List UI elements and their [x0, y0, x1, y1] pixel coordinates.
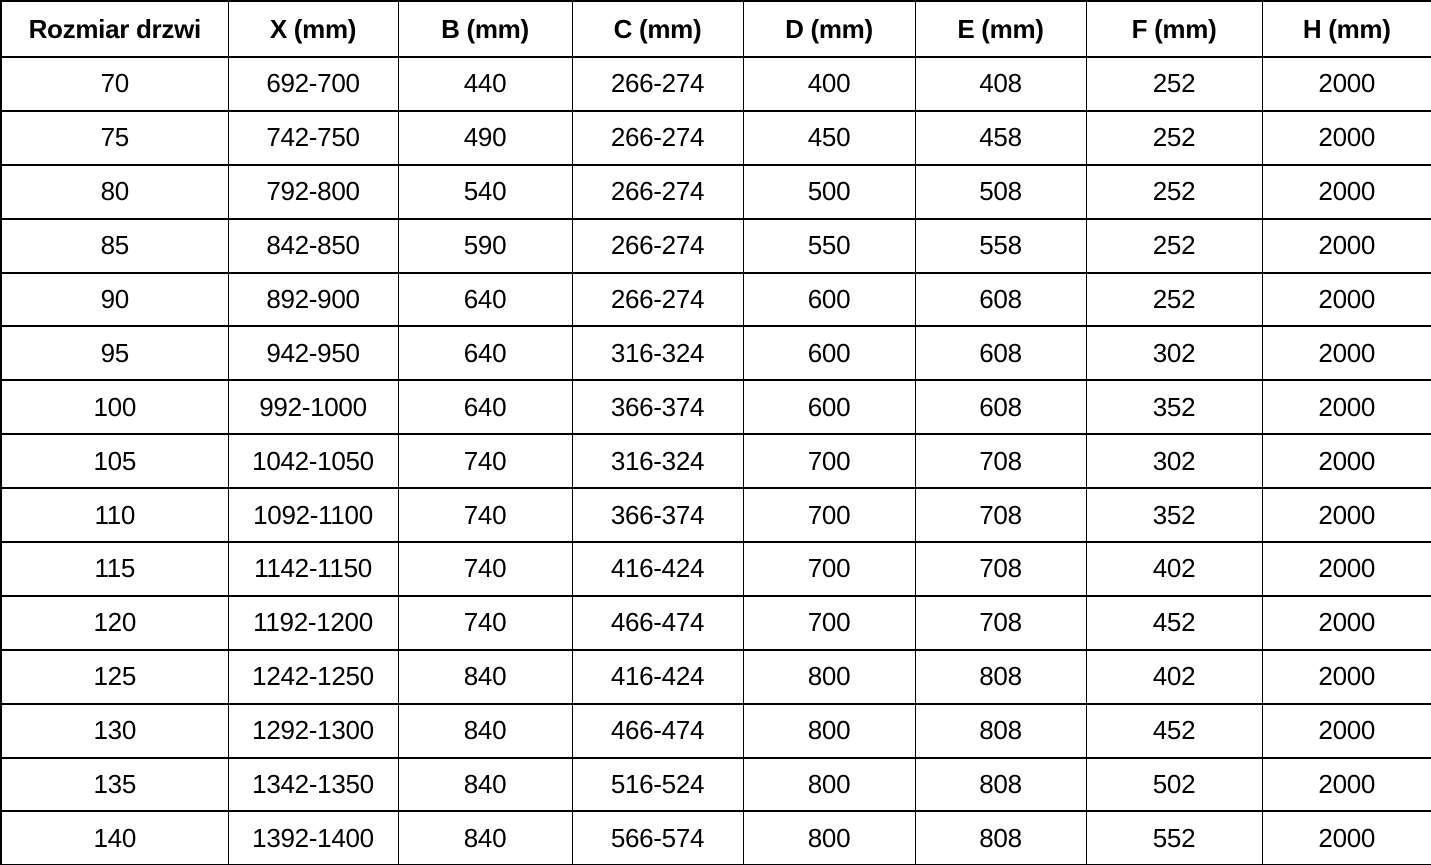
- cell-b: 540: [398, 165, 572, 219]
- cell-b: 840: [398, 811, 572, 865]
- column-header-e: E (mm): [915, 1, 1086, 57]
- cell-c: 466-474: [572, 596, 743, 650]
- cell-b: 840: [398, 758, 572, 812]
- cell-c: 266-274: [572, 219, 743, 273]
- cell-x: 1042-1050: [228, 434, 398, 488]
- cell-e: 708: [915, 488, 1086, 542]
- cell-rozmiar-drzwi: 100: [1, 380, 228, 434]
- cell-c: 416-424: [572, 650, 743, 704]
- cell-e: 458: [915, 111, 1086, 165]
- cell-f: 252: [1086, 219, 1262, 273]
- cell-rozmiar-drzwi: 75: [1, 111, 228, 165]
- cell-d: 550: [743, 219, 915, 273]
- cell-e: 408: [915, 57, 1086, 111]
- cell-f: 352: [1086, 380, 1262, 434]
- cell-c: 266-274: [572, 273, 743, 327]
- cell-rozmiar-drzwi: 105: [1, 434, 228, 488]
- cell-h: 2000: [1262, 650, 1431, 704]
- cell-d: 600: [743, 273, 915, 327]
- column-header-h: H (mm): [1262, 1, 1431, 57]
- cell-rozmiar-drzwi: 80: [1, 165, 228, 219]
- cell-f: 252: [1086, 57, 1262, 111]
- cell-b: 440: [398, 57, 572, 111]
- cell-d: 400: [743, 57, 915, 111]
- cell-rozmiar-drzwi: 70: [1, 57, 228, 111]
- cell-c: 316-324: [572, 326, 743, 380]
- column-header-x: X (mm): [228, 1, 398, 57]
- cell-b: 590: [398, 219, 572, 273]
- cell-f: 452: [1086, 704, 1262, 758]
- column-header-b: B (mm): [398, 1, 572, 57]
- cell-d: 800: [743, 704, 915, 758]
- cell-f: 302: [1086, 434, 1262, 488]
- table-row: [1, 811, 1431, 865]
- cell-rozmiar-drzwi: 135: [1, 758, 228, 812]
- cell-b: 740: [398, 542, 572, 596]
- cell-e: 608: [915, 380, 1086, 434]
- cell-c: 366-374: [572, 380, 743, 434]
- cell-c: 266-274: [572, 111, 743, 165]
- cell-h: 2000: [1262, 165, 1431, 219]
- table-row: [1, 219, 1431, 273]
- table-row: [1, 542, 1431, 596]
- cell-rozmiar-drzwi: 130: [1, 704, 228, 758]
- cell-x: 992-1000: [228, 380, 398, 434]
- column-header-d: D (mm): [743, 1, 915, 57]
- cell-b: 640: [398, 326, 572, 380]
- cell-c: 266-274: [572, 57, 743, 111]
- cell-e: 808: [915, 758, 1086, 812]
- cell-f: 452: [1086, 596, 1262, 650]
- cell-d: 800: [743, 811, 915, 865]
- table-row: [1, 488, 1431, 542]
- cell-x: 792-800: [228, 165, 398, 219]
- cell-e: 608: [915, 326, 1086, 380]
- cell-h: 2000: [1262, 704, 1431, 758]
- cell-b: 840: [398, 650, 572, 704]
- cell-rozmiar-drzwi: 115: [1, 542, 228, 596]
- cell-rozmiar-drzwi: 110: [1, 488, 228, 542]
- cell-d: 600: [743, 380, 915, 434]
- cell-h: 2000: [1262, 111, 1431, 165]
- cell-e: 608: [915, 273, 1086, 327]
- cell-h: 2000: [1262, 811, 1431, 865]
- cell-x: 692-700: [228, 57, 398, 111]
- cell-c: 416-424: [572, 542, 743, 596]
- cell-f: 402: [1086, 542, 1262, 596]
- cell-x: 1242-1250: [228, 650, 398, 704]
- cell-rozmiar-drzwi: 90: [1, 273, 228, 327]
- cell-f: 252: [1086, 165, 1262, 219]
- cell-rozmiar-drzwi: 140: [1, 811, 228, 865]
- cell-d: 700: [743, 542, 915, 596]
- cell-h: 2000: [1262, 758, 1431, 812]
- table-row: [1, 596, 1431, 650]
- cell-rozmiar-drzwi: 125: [1, 650, 228, 704]
- cell-h: 2000: [1262, 596, 1431, 650]
- table-row: [1, 758, 1431, 812]
- table-row: [1, 165, 1431, 219]
- cell-rozmiar-drzwi: 85: [1, 219, 228, 273]
- cell-c: 466-474: [572, 704, 743, 758]
- cell-f: 252: [1086, 273, 1262, 327]
- cell-b: 740: [398, 434, 572, 488]
- cell-c: 366-374: [572, 488, 743, 542]
- cell-c: 516-524: [572, 758, 743, 812]
- table-row: [1, 434, 1431, 488]
- cell-e: 708: [915, 596, 1086, 650]
- cell-d: 500: [743, 165, 915, 219]
- cell-x: 742-750: [228, 111, 398, 165]
- cell-x: 892-900: [228, 273, 398, 327]
- cell-b: 840: [398, 704, 572, 758]
- cell-f: 352: [1086, 488, 1262, 542]
- cell-x: 842-850: [228, 219, 398, 273]
- column-header-rozmiar-drzwi: Rozmiar drzwi: [1, 1, 228, 57]
- cell-d: 600: [743, 326, 915, 380]
- cell-f: 252: [1086, 111, 1262, 165]
- table-row: [1, 704, 1431, 758]
- cell-rozmiar-drzwi: 120: [1, 596, 228, 650]
- cell-h: 2000: [1262, 326, 1431, 380]
- cell-d: 800: [743, 650, 915, 704]
- cell-d: 700: [743, 434, 915, 488]
- cell-e: 508: [915, 165, 1086, 219]
- cell-e: 558: [915, 219, 1086, 273]
- cell-h: 2000: [1262, 219, 1431, 273]
- cell-b: 640: [398, 273, 572, 327]
- table-row: [1, 111, 1431, 165]
- cell-e: 808: [915, 704, 1086, 758]
- table-row: [1, 273, 1431, 327]
- table-row: [1, 650, 1431, 704]
- column-header-c: C (mm): [572, 1, 743, 57]
- cell-d: 700: [743, 596, 915, 650]
- cell-h: 2000: [1262, 488, 1431, 542]
- cell-e: 708: [915, 542, 1086, 596]
- cell-rozmiar-drzwi: 95: [1, 326, 228, 380]
- cell-b: 640: [398, 380, 572, 434]
- table-row: [1, 380, 1431, 434]
- cell-f: 302: [1086, 326, 1262, 380]
- cell-x: 942-950: [228, 326, 398, 380]
- cell-f: 502: [1086, 758, 1262, 812]
- cell-b: 740: [398, 488, 572, 542]
- table-row: [1, 326, 1431, 380]
- cell-b: 740: [398, 596, 572, 650]
- cell-e: 708: [915, 434, 1086, 488]
- cell-h: 2000: [1262, 380, 1431, 434]
- cell-c: 316-324: [572, 434, 743, 488]
- cell-x: 1342-1350: [228, 758, 398, 812]
- cell-e: 808: [915, 811, 1086, 865]
- cell-h: 2000: [1262, 542, 1431, 596]
- cell-c: 566-574: [572, 811, 743, 865]
- cell-b: 490: [398, 111, 572, 165]
- cell-h: 2000: [1262, 57, 1431, 111]
- cell-x: 1192-1200: [228, 596, 398, 650]
- column-header-f: F (mm): [1086, 1, 1262, 57]
- cell-h: 2000: [1262, 273, 1431, 327]
- cell-x: 1142-1150: [228, 542, 398, 596]
- table-body: [1, 57, 1431, 865]
- cell-x: 1092-1100: [228, 488, 398, 542]
- cell-d: 800: [743, 758, 915, 812]
- cell-d: 700: [743, 488, 915, 542]
- header-row: [1, 1, 1431, 57]
- table-row: [1, 57, 1431, 111]
- cell-f: 552: [1086, 811, 1262, 865]
- cell-e: 808: [915, 650, 1086, 704]
- cell-x: 1292-1300: [228, 704, 398, 758]
- cell-d: 450: [743, 111, 915, 165]
- cell-x: 1392-1400: [228, 811, 398, 865]
- cell-c: 266-274: [572, 165, 743, 219]
- cell-h: 2000: [1262, 434, 1431, 488]
- cell-f: 402: [1086, 650, 1262, 704]
